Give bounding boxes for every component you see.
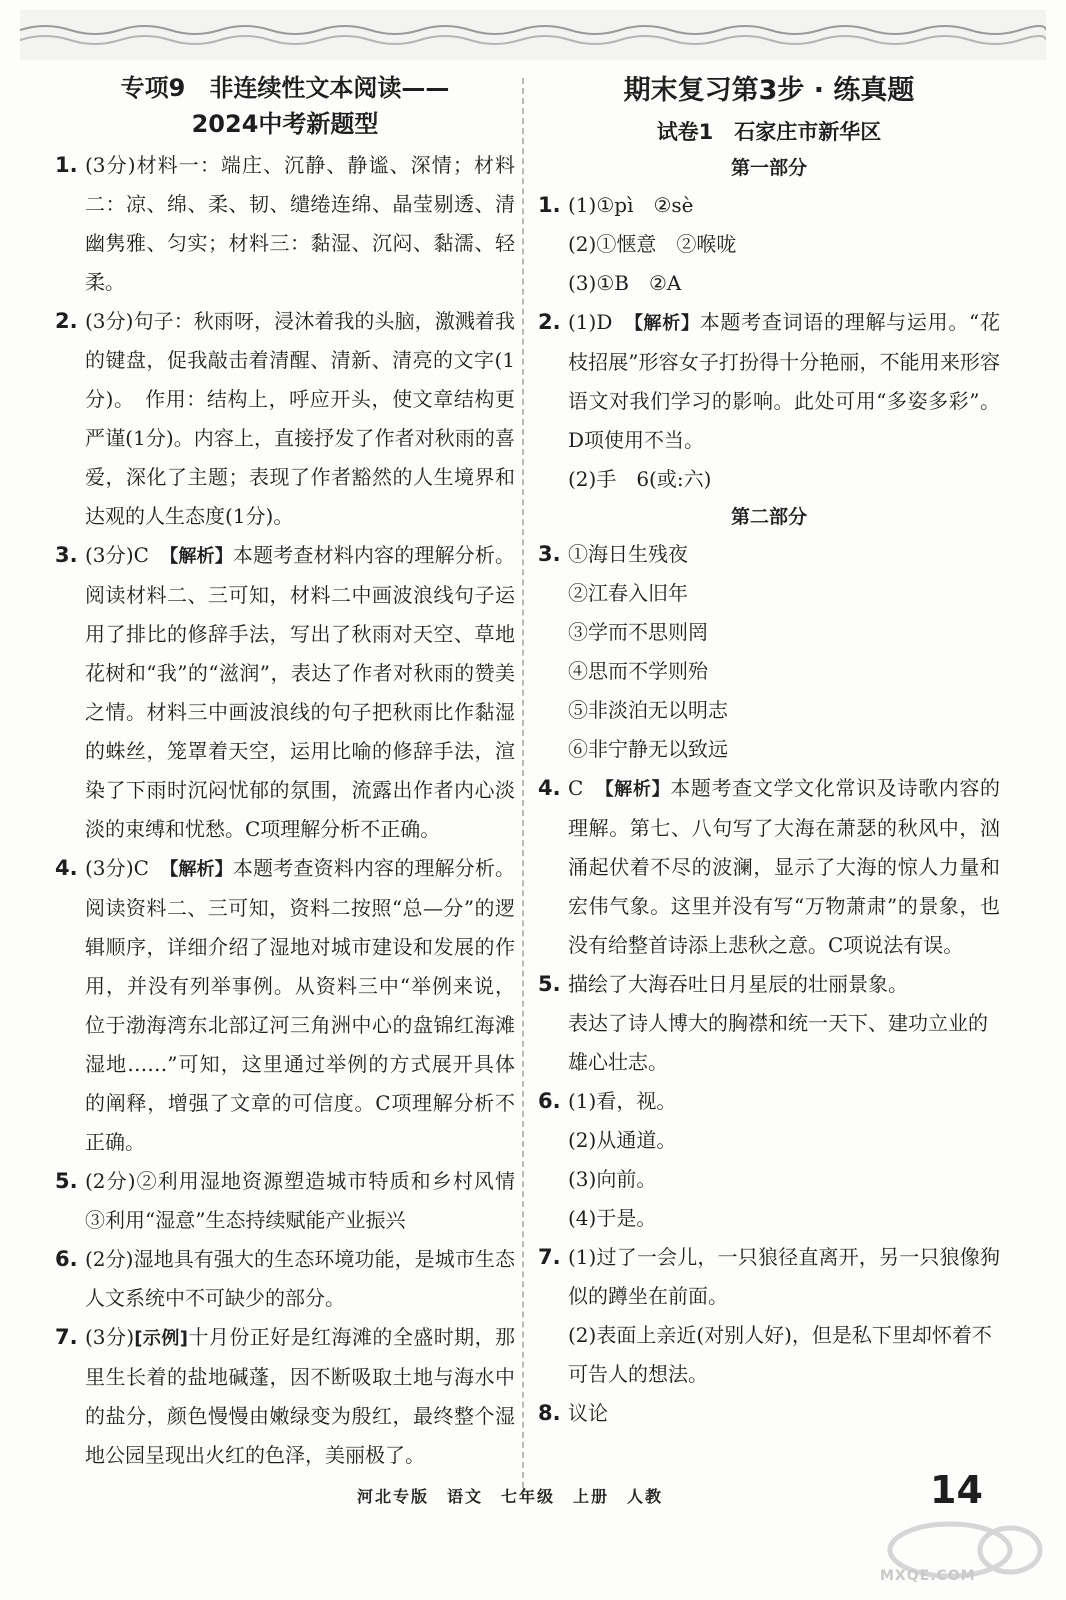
item-subline: (3)①B ②A bbox=[568, 271, 682, 295]
page-footer bbox=[0, 1468, 1066, 1520]
analysis-tag: 【解析】 bbox=[604, 779, 671, 800]
item-subline: 表达了诗人博大的胸襟和统一天下、建功立业的雄心壮志。 bbox=[568, 1011, 988, 1074]
item-subline: ②江春入旧年 bbox=[568, 581, 688, 605]
item-text: (2分)②利用湿地资源塑造城市特质和乡村风情 ③利用“湿意”生态持续赋能产业振兴 bbox=[85, 1169, 535, 1232]
page-number: 14 bbox=[930, 1468, 983, 1512]
answer-item-2 bbox=[55, 302, 515, 536]
item-text: 本题考查文学文化常识及诗歌内容的理解。第七、八句写了大海在萧瑟的秋风中，汹涌起伏着不尽的波澜，显示了大海的惊人力量和宏伟气象。这里并没有写“万物萧肃”的景象，也没有给整首诗添上悲秋之意。C项说法有误。 bbox=[568, 776, 1000, 957]
item-subline: ⑥非宁静无以致远 bbox=[568, 737, 728, 761]
item-text: (3分)材料一：端庄、沉静、静谧、深情；材料二：凉、绵、柔、韧、缱绻连绵、晶莹剔透、清幽隽雅、匀实；材料三：黏湿、沉闷、黏濡、轻柔。 bbox=[85, 153, 515, 294]
answer-item-7 bbox=[55, 1318, 515, 1475]
item-score: (3分)C bbox=[85, 856, 170, 880]
item-answer: C bbox=[568, 776, 605, 800]
item-subline: ③学而不思则罔 bbox=[568, 620, 708, 644]
item-number: 1. bbox=[55, 153, 78, 177]
item-score: (3分)C bbox=[85, 543, 170, 567]
item-score: (3分) bbox=[85, 1325, 135, 1349]
answer-item-3 bbox=[538, 535, 1000, 574]
page-title: 期末复习第3步 · 练真题 bbox=[623, 75, 915, 106]
analysis-tag: 【解析】 bbox=[169, 859, 233, 880]
item-number: 5. bbox=[538, 972, 561, 996]
item-number: 7. bbox=[55, 1325, 78, 1349]
item-number: 5. bbox=[55, 1169, 78, 1193]
item-number: 3. bbox=[55, 543, 78, 567]
item-text: 本题考查资料内容的理解分析。阅读资料二、三可知，资料二按照“总—分”的逻辑顺序，详细介绍了湿地对城市建设和发展的作用，并没有列举事例。从资料三中“举例来说，位于渤海湾东北部辽河三角洲中心的盘锦红海滩湿地……”可知，这里通过举例的方式展开具体的阐释，增强了文章的可信度。C项理解分析不正确。 bbox=[85, 856, 516, 1154]
item-body bbox=[568, 303, 1000, 460]
answer-item-5 bbox=[538, 965, 1000, 1004]
part-two-heading: 第二部分 bbox=[730, 506, 807, 528]
answer-item-6 bbox=[55, 1240, 515, 1318]
item-text: (2分)湿地具有强大的生态环境功能，是城市生态人文系统中不可缺少的部分。 bbox=[85, 1247, 515, 1310]
analysis-tag: 【解析】 bbox=[169, 546, 233, 567]
answer-item-2 bbox=[538, 303, 1000, 460]
item-text: 描绘了大海吞吐日月星辰的壮丽景象。 bbox=[568, 972, 908, 996]
item-text: (1)看，视。 bbox=[568, 1089, 677, 1113]
answer-item-8 bbox=[538, 1394, 1000, 1433]
item-number: 6. bbox=[538, 1089, 561, 1113]
item-number: 2. bbox=[538, 310, 561, 334]
section-title: 专项9 非连续性文本阅读—— bbox=[120, 74, 450, 102]
answer-item-1 bbox=[538, 186, 1000, 225]
item-subline: ④思而不学则殆 bbox=[568, 659, 708, 683]
item-number: 6. bbox=[55, 1247, 78, 1271]
item-subline: (3)向前。 bbox=[568, 1167, 657, 1191]
item-text: 本题考查词语的理解与运用。“花枝招展”形容女子打扮得十分艳丽，不能用来形容语文对我们学习的影响。此处可用“多姿多彩”。D项使用不当。 bbox=[568, 310, 1001, 452]
right-column bbox=[538, 70, 1000, 1433]
analysis-tag: 【解析】 bbox=[633, 313, 700, 334]
item-answer: (1)D bbox=[568, 310, 634, 334]
item-number: 2. bbox=[55, 309, 78, 333]
item-subline: (4)于是。 bbox=[568, 1206, 657, 1230]
item-subline: (2)从通道。 bbox=[568, 1128, 677, 1152]
item-text: 本题考查材料内容的理解分析。阅读材料二、三可知，材料二中画波浪线句子运用了排比的修辞手法，写出了秋雨对天空、草地花树和“我”的“滋润”，表达了作者对秋雨的赞美之情。材料三中画波浪线的句子把秋雨比作黏湿的蛛丝，笼罩着天空，运用比喻的修辞手法，渲染了下雨时沉闷忧郁的氛围，流露出作者内心淡淡的束缚和忧愁。C项理解分析不正确。 bbox=[85, 543, 516, 841]
item-number: 7. bbox=[538, 1245, 561, 1269]
answer-item-4 bbox=[55, 849, 515, 1162]
column-divider bbox=[522, 78, 524, 1498]
item-text: (1)①pì ②sè bbox=[568, 193, 694, 217]
item-body bbox=[85, 536, 515, 849]
paper-subtitle: 试卷1 石家庄市新华区 bbox=[656, 120, 882, 144]
item-number: 1. bbox=[538, 193, 561, 217]
watermark-text: MXQE.COM bbox=[880, 1568, 976, 1584]
answer-item-3 bbox=[55, 536, 515, 849]
section-title-line2: 2024中考新题型 bbox=[191, 110, 379, 138]
item-text: (3分)句子：秋雨呀，浸沐着我的头脑，激溅着我的键盘，促我敲击着清醒、清新、清亮的文字(1分)。 作用：结构上，呼应开头，使文章结构更严谨(1分)。内容上，直接抒发了作者对秋雨的喜爱，深化了主题；表现了作者豁然的人生境界和达观的人生态度(1分)。 bbox=[85, 309, 515, 528]
item-text: 十月份正好是红海滩的全盛时期，那里生长着的盐地碱蓬，因不断吸取土地与海水中的盐分，颜色慢慢由嫩绿变为殷红，最终整个湿地公园呈现出火红的色泽，美丽极了。 bbox=[85, 1325, 516, 1467]
part-one-heading: 第一部分 bbox=[730, 157, 807, 179]
item-number: 4. bbox=[538, 776, 561, 800]
decorative-header-band bbox=[20, 10, 1046, 60]
item-subline: (2)表面上亲近(对别人好)，但是私下里却怀着不可告人的想法。 bbox=[568, 1323, 992, 1386]
left-column bbox=[55, 70, 535, 1475]
item-body bbox=[85, 1318, 515, 1475]
item-number: 8. bbox=[538, 1401, 561, 1425]
item-number: 3. bbox=[538, 542, 561, 566]
item-body bbox=[568, 769, 1000, 965]
item-text: (1)过了一会儿，一只狼径直离开，另一只狼像狗似的蹲坐在前面。 bbox=[568, 1245, 1000, 1308]
item-body bbox=[85, 849, 515, 1162]
example-tag: [示例] bbox=[134, 1328, 188, 1349]
item-subline: ⑤非淡泊无以明志 bbox=[568, 698, 728, 722]
edition-info: 河北专版 语文 七年级 上册 人教 bbox=[356, 1487, 663, 1506]
answer-item-6 bbox=[538, 1082, 1000, 1121]
answer-item-4 bbox=[538, 769, 1000, 965]
item-subline: (2)手 6(或:六) bbox=[568, 467, 712, 491]
item-subline: (2)①惬意 ②喉咙 bbox=[568, 232, 737, 256]
item-number: 4. bbox=[55, 856, 78, 880]
answer-item-7 bbox=[538, 1238, 1000, 1316]
item-text: 议论 bbox=[568, 1401, 608, 1425]
item-text: ①海日生残夜 bbox=[568, 542, 688, 566]
answer-item-5 bbox=[55, 1162, 535, 1240]
answer-item-1 bbox=[55, 146, 515, 302]
